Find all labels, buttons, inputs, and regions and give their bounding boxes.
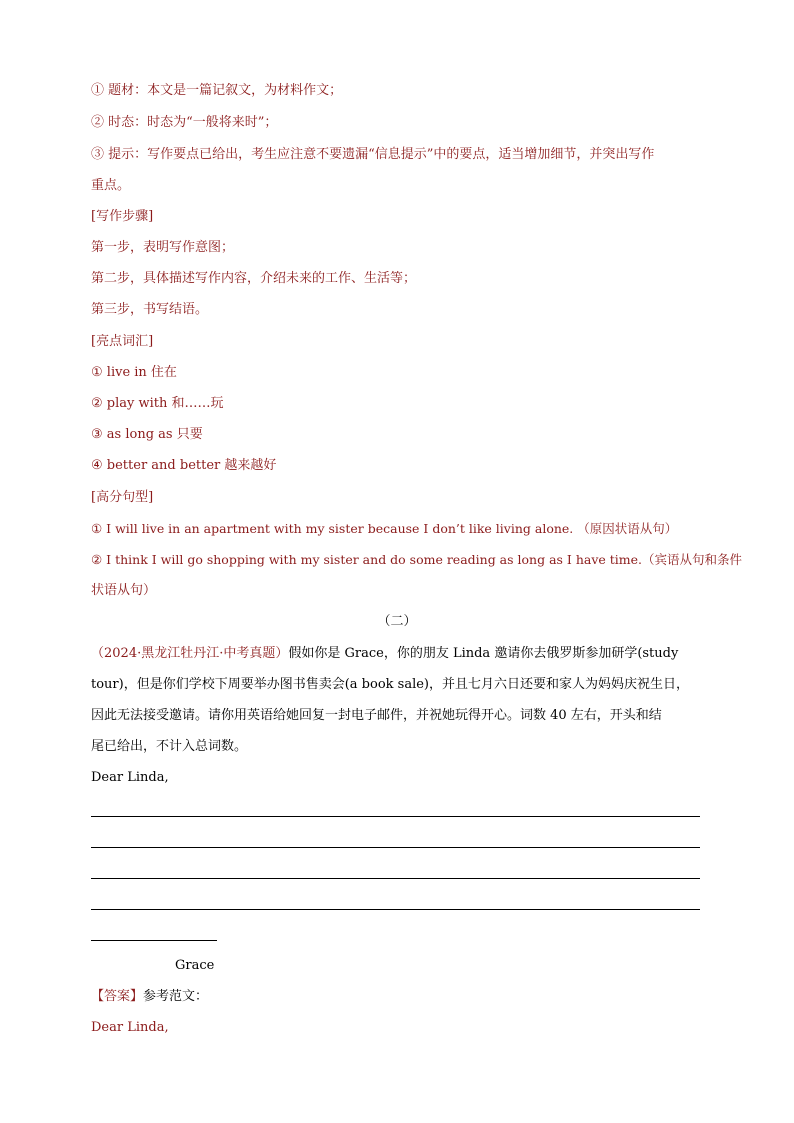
steps-heading: [写作步骤] bbox=[91, 209, 154, 224]
letter-signature: Grace bbox=[175, 958, 215, 973]
task-source: （2024·黑龙江牡丹江·中考真题） bbox=[91, 646, 289, 661]
analysis-tense: ② 时态：时态为“一般将来时”； bbox=[91, 115, 278, 130]
task-prompt-line4: 尾已给出，不计入总词数。 bbox=[91, 739, 248, 754]
answer-line-3 bbox=[91, 878, 700, 879]
step-1: 第一步，表明写作意图； bbox=[91, 240, 235, 255]
task-prompt-line3: 因此无法接受邀请。请你用英语给她回复一封电子邮件，并祝她玩得开心。词数 40 左右，开头和结 bbox=[91, 708, 662, 723]
task-prompt-line1 bbox=[91, 646, 678, 662]
sentence-2-line1: ② I think I will go shopping with my sister and do some reading as long as I have time.（宾语从句和条件 bbox=[91, 552, 743, 567]
answer-greeting: Dear Linda, bbox=[91, 1020, 169, 1035]
answer-line-4 bbox=[91, 909, 700, 910]
task-prompt-line2: tour)，但是你们学校下周要举办图书售卖会(a book sale)，并且七月六日还要和家人为妈妈庆祝生日， bbox=[91, 677, 689, 692]
answer-line-1 bbox=[91, 816, 700, 817]
analysis-tip-line1: ③ 提示：写作要点已给出，考生应注意不要遗漏“信息提示”中的要点，适当增加细节，并突出写作 bbox=[91, 147, 655, 162]
task-text-1: 假如你是 Grace，你的朋友 Linda 邀请你去俄罗斯参加研学(study bbox=[288, 646, 679, 661]
sentence-1: ① I will live in an apartment with my sister because I don’t like living alone. （原因状语从句） bbox=[91, 521, 678, 536]
answer-title: 参考范文： bbox=[143, 989, 209, 1004]
vocab-item-1: ① live in 住在 bbox=[91, 365, 177, 380]
answer-line-2 bbox=[91, 847, 700, 848]
vocab-item-3: ③ as long as 只要 bbox=[91, 427, 203, 442]
vocab-item-4: ④ better and better 越来越好 bbox=[91, 458, 277, 473]
analysis-tip-line2: 重点。 bbox=[91, 178, 131, 193]
answer-header bbox=[91, 989, 208, 1005]
vocab-heading: [亮点词汇] bbox=[91, 334, 154, 349]
step-3: 第三步，书写结语。 bbox=[91, 302, 209, 317]
step-2: 第二步，具体描述写作内容，介绍未来的工作、生活等； bbox=[91, 271, 417, 286]
task-number: （二） bbox=[377, 614, 417, 629]
analysis-theme: ① 题材：本文是一篇记叙文，为材料作文； bbox=[91, 83, 343, 98]
vocab-item-2: ② play with 和……玩 bbox=[91, 396, 224, 411]
signature-line bbox=[91, 940, 217, 941]
letter-greeting: Dear Linda, bbox=[91, 770, 169, 785]
answer-label: 【答案】 bbox=[91, 989, 144, 1004]
sentence-2-line2: 状语从句） bbox=[91, 583, 157, 598]
sentences-heading: [高分句型] bbox=[91, 490, 154, 505]
